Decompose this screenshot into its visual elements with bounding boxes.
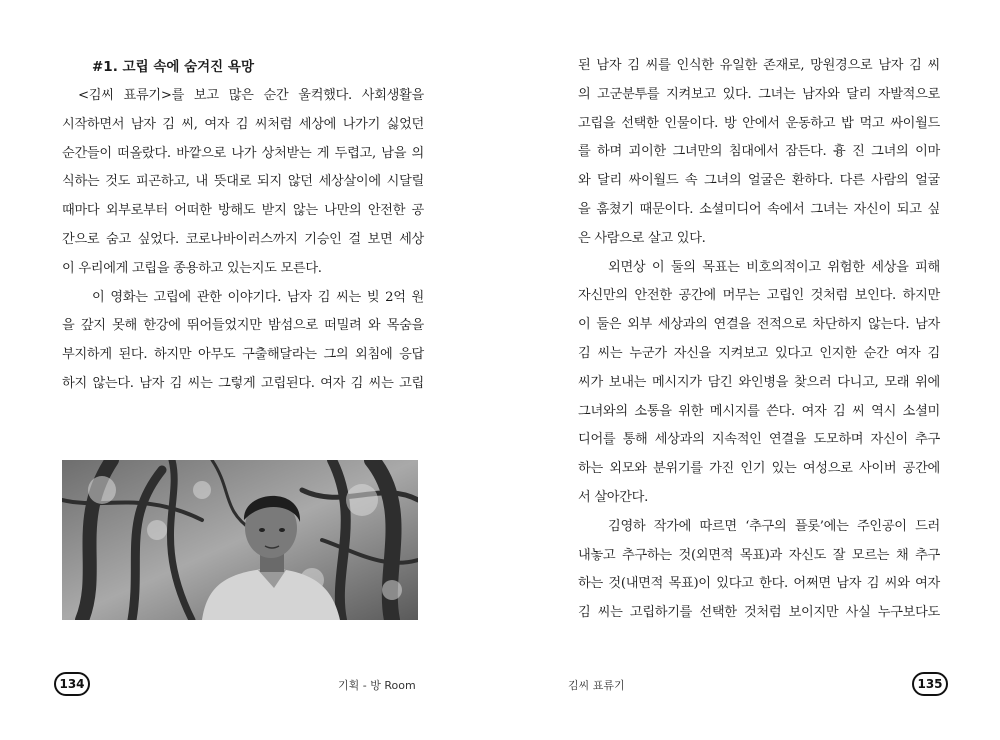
text-line: 때마다 외부로부터 어떠한 방해도 받지 않는 나만의 안전한 공 bbox=[62, 203, 424, 219]
text-line: 서 살아간다. bbox=[578, 489, 648, 505]
text-line: 하지 않는다. 남자 김 씨는 그렇게 고립된다. 여자 김 씨는 고립 bbox=[62, 375, 424, 391]
text-line: 하는 외모와 분위기를 가진 인기 있는 여성으로 사이버 공간에 bbox=[578, 461, 940, 477]
text-line: 를 하며 괴이한 그녀만의 침대에서 잠든다. 흉 진 그녀의 이마 bbox=[578, 144, 940, 160]
text-line: 을 훔쳤기 때문이다. 소셜미디어 속에서 그녀는 자신이 되고 싶 bbox=[578, 201, 940, 217]
text-line: 김영하 작가에 따르면 ‘추구의 플롯’에는 주인공이 드러 bbox=[608, 518, 940, 534]
text-line: 은 사람으로 살고 있다. bbox=[578, 230, 706, 246]
running-footer: 김씨 표류기 bbox=[568, 679, 625, 692]
text-line: 고립을 선택한 인물이다. 방 안에서 운동하고 밥 먹고 싸이월드 bbox=[578, 115, 940, 131]
text-line: 와 달리 싸이월드 속 그녀의 얼굴은 환하다. 다른 사람의 얼굴 bbox=[578, 173, 940, 189]
text-line: 이 둘은 외부 세상과의 연결을 전적으로 차단하지 않는다. 남자 bbox=[578, 317, 940, 333]
text-line: 부지하게 된다. 하지만 아무도 구출해달라는 그의 외침에 응답 bbox=[62, 347, 424, 363]
text-line: 이 영화는 고립에 관한 이야기다. 남자 김 씨는 빚 2억 원 bbox=[92, 289, 424, 305]
text-line: 김 씨는 누군가 자신을 지켜보고 있다고 인지한 순간 여자 김 bbox=[578, 345, 940, 361]
right-text-column bbox=[578, 52, 940, 628]
text-line: 김 씨는 고립하기를 선택한 것처럼 보이지만 사실 누구보다도 bbox=[578, 605, 940, 621]
text-line: 의 고군분투를 지켜보고 있다. 그녀는 남자와 달리 자발적으로 bbox=[578, 86, 940, 102]
page-number-badge: 134 bbox=[54, 672, 90, 696]
page-number-badge: 135 bbox=[912, 672, 948, 696]
text-line: 디어를 통해 세상과의 지속적인 연결을 도모하며 자신이 추구 bbox=[578, 432, 940, 448]
text-line: 이 우리에게 고립을 종용하고 있는지도 모른다. bbox=[62, 260, 322, 276]
text-line: 그녀와의 소통을 위한 메시지를 쓴다. 여자 김 씨 역시 소셜미 bbox=[578, 403, 940, 419]
text-line: 식하는 것도 피곤하고, 내 뜻대로 되지 않던 세상살이에 시달릴 bbox=[62, 174, 424, 190]
left-text-column bbox=[62, 52, 424, 399]
text-line: 외면상 이 둘의 목표는 비호의적이고 위험한 세상을 피해 bbox=[608, 259, 940, 275]
text-line: 을 갚지 못해 한강에 뛰어들었지만 밤섬으로 떠밀려 와 목숨을 bbox=[62, 318, 424, 334]
text-line: 하는 것(내면적 목표)이 있다고 한다. 어쩌면 남자 김 씨와 여자 bbox=[578, 576, 940, 592]
section-heading: #1. 고립 속에 숨겨진 욕망 bbox=[92, 59, 255, 75]
movie-still-photo bbox=[62, 460, 418, 620]
text-line: 된 남자 김 씨를 인식한 유일한 존재로, 망원경으로 남자 김 씨 bbox=[578, 58, 940, 73]
text-line: 간으로 숨고 싶었다. 코로나바이러스까지 기승인 걸 보면 세상 bbox=[62, 231, 424, 247]
right-page bbox=[500, 0, 1000, 740]
text-line: 시작하면서 남자 김 씨, 여자 김 씨처럼 세상에 나가기 싫었던 bbox=[62, 116, 424, 132]
text-line: 씨가 보내는 메시지가 담긴 와인병을 찾으러 다니고, 모래 위에 bbox=[578, 374, 940, 390]
text-line: 순간들이 떠올랐다. 바깥으로 나가 상처받는 게 두렵고, 남을 의 bbox=[62, 145, 424, 161]
running-footer: 기획 - 방 Room bbox=[338, 679, 416, 692]
text-line: 자신만의 안전한 공간에 머무는 고립인 것처럼 보인다. 하지만 bbox=[578, 288, 940, 304]
text-line: 내놓고 추구하는 것(외면적 목표)과 자신도 잘 모르는 채 추구 bbox=[578, 547, 940, 563]
text-line: <김씨 표류기>를 보고 많은 순간 울컥했다. 사회생활을 bbox=[78, 88, 424, 103]
